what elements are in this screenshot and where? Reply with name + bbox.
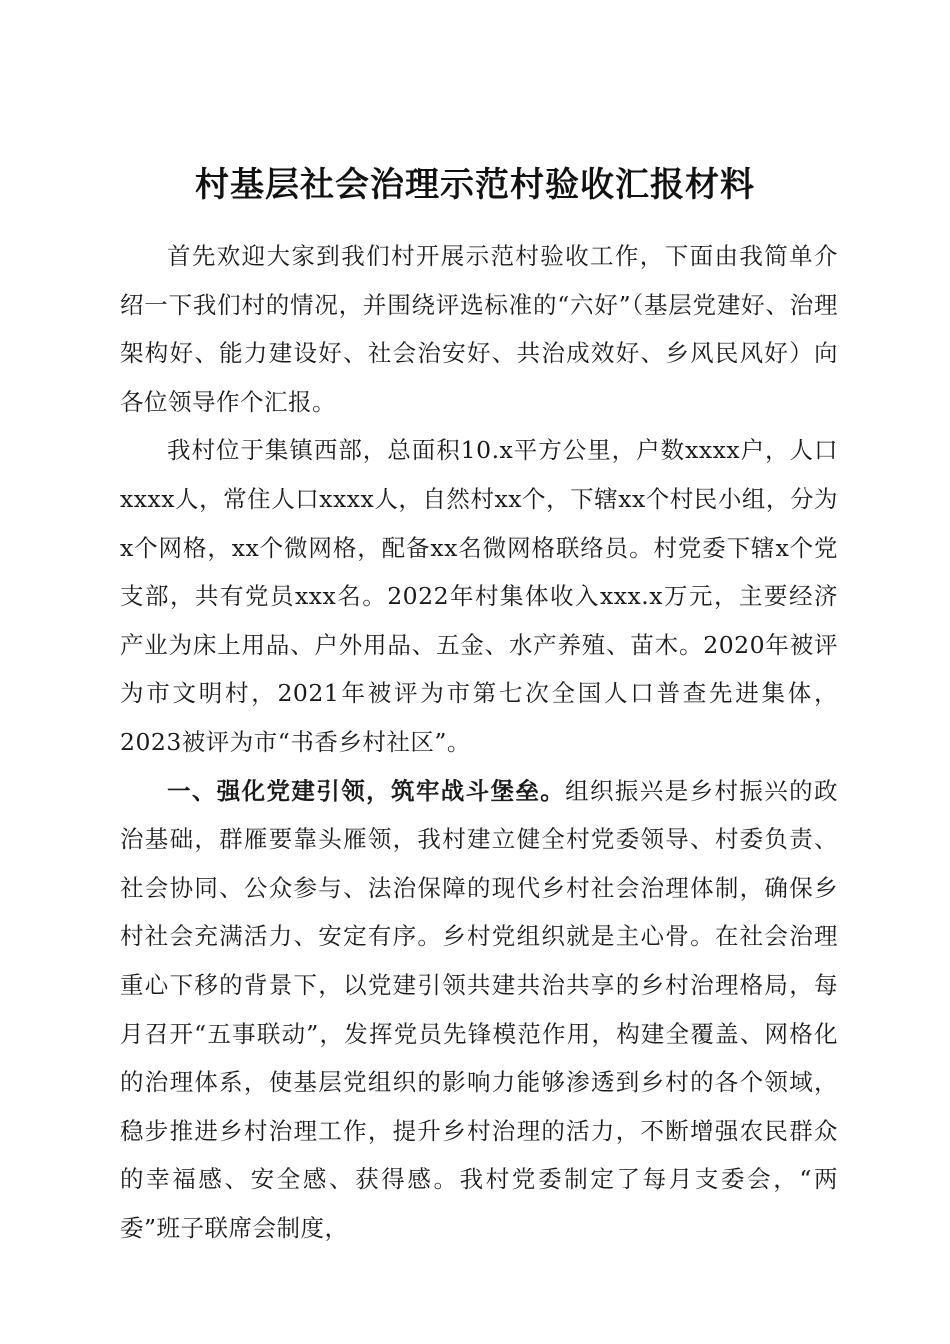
section-text: 组织振兴是乡村振兴的政治基础，群雁要靠头雁领，我村建立健全村党委领导、村委负责、社会协同、公众参与、法治保障的现代乡村社会治理体制，确保乡村社会充满活力、安定有序。乡村党组织就是主心骨。在社会治理重心下移的背景下，以党建引领共建共治共享的乡村治理格局，每月召开“五事联动”，发挥党员先锋模范作用，构建全覆盖、网格化的治理体系，使基层党组织的影响力能够渗透到乡村的各个领域，稳步推进乡村治理工作，提升乡村治理的活力，不断增强农民群众的幸福感、安全感、获得感。我村党委制定了每月支委会，“两委”班子联席会制度， xyxy=(120,776,839,1242)
section-heading: 一、强化党建引领，筑牢战斗堡垒。 xyxy=(167,776,566,805)
paragraph-party-building xyxy=(120,767,838,1253)
paragraph-intro: 首先欢迎大家到我们村开展示范村验收工作，下面由我简单介绍一下我们村的情况，并围绕评选标准的“六好”（基层党建好、治理架构好、能力建设好、社会治安好、共治成效好、乡风民风好）向各位领导作个汇报。 xyxy=(120,242,838,416)
document-body xyxy=(120,232,838,1252)
paragraph-village-overview: 我村位于集镇西部，总面积10.x平方公里，户数xxxx户，人口xxxx人，常住人口xxxx人，自然村xx个，下辖xx个村民小组，分为x个网格，xx个微网格，配备xx名微网格联络员。村党委下辖x个党支部，共有党员xxx名。2022年村集体收入xxx.x万元，主要经济产业为床上用品、户外用品、五金、水产养殖、苗木。2020年被评为市文明村，2021年被评为市第七次全国人口普查先进集体，2023被评为市“书香乡村社区”。 xyxy=(120,436,838,756)
document-title: 村基层社会治理示范村验收汇报材料 xyxy=(195,164,755,205)
